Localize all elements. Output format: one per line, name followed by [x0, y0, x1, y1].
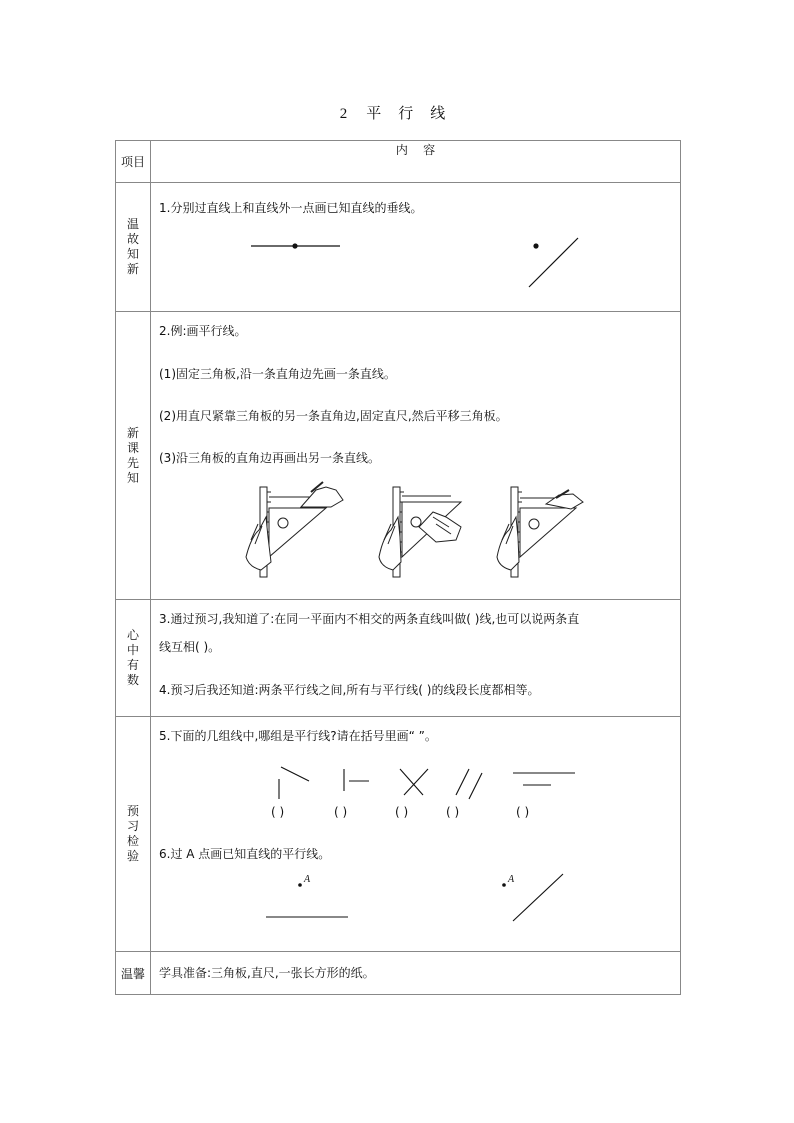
line-group-3: [400, 769, 428, 795]
answer-bracket-3[interactable]: ( ): [395, 805, 409, 819]
row-label-review: 温故知新: [126, 217, 139, 276]
point-figure-left: [266, 883, 348, 917]
question-6: 6.过 A 点画已知直线的平行线。: [159, 847, 331, 861]
question-4: 4.预习后我还知道:两条平行线之间,所有与平行线( )的线段长度都相等。: [159, 683, 540, 697]
header-content: 内 容: [151, 141, 681, 183]
row-understanding: [116, 600, 681, 717]
step-2: (2)用直尺紧靠三角板的另一条直角边,固定直尺,然后平移三角板。: [159, 409, 508, 423]
lesson-number: 2: [339, 106, 349, 122]
row-label-new-lesson: 新课先知: [126, 425, 139, 485]
line-group-4: [456, 769, 482, 799]
step-3: (3)沿三角板的直角边再画出另一条直线。: [159, 451, 380, 465]
row-new-lesson: [116, 312, 681, 600]
question-1: 1.分别过直线上和直线外一点画已知直线的垂线。: [159, 201, 423, 215]
perpendicular-figures: [151, 183, 681, 311]
answer-bracket-5[interactable]: ( ): [516, 805, 530, 819]
title-char-2: 行: [398, 104, 415, 122]
illustration-step-1: [246, 482, 343, 577]
point-off-line: [533, 243, 538, 248]
illustration-step-2: [379, 487, 461, 577]
header-row: [116, 141, 681, 183]
question-3-line-2: 线互相( )。: [159, 640, 221, 654]
illustration-step-3: [497, 487, 583, 577]
row-tips: [116, 952, 681, 995]
row-check: [116, 717, 681, 952]
title-char-1: 平: [366, 104, 383, 122]
worksheet-table: [115, 140, 681, 995]
question-5: 5.下面的几组线中,哪组是平行线?请在括号里画“ ”。: [159, 729, 437, 743]
title-char-3: 线: [430, 104, 447, 122]
line-group-2: [344, 769, 369, 791]
row-label-understanding: 心中有数: [126, 628, 139, 687]
point-label-a-left: A: [304, 874, 311, 885]
step-1: (1)固定三角板,沿一条直角边先画一条直线。: [159, 367, 396, 381]
row-review: [116, 183, 681, 312]
tip-text: 学具准备:三角板,直尺,一张长方形的纸。: [159, 966, 375, 980]
drawing-illustrations: [151, 312, 681, 599]
line-groups-figure: [151, 717, 681, 951]
page-title: [0, 102, 794, 123]
point-label-a-right: A: [508, 874, 515, 885]
point-on-line: [292, 243, 297, 248]
question-3-line-1: 3.通过预习,我知道了:在同一平面内不相交的两条直线叫做( )线,也可以说两条直: [159, 612, 580, 626]
line-group-1: [279, 767, 309, 799]
answer-bracket-4[interactable]: ( ): [446, 805, 460, 819]
line-group-5: [513, 773, 575, 785]
question-2: 2.例:画平行线。: [159, 324, 247, 338]
answer-bracket-1[interactable]: ( ): [271, 805, 285, 819]
row-label-check: 预习检验: [126, 804, 139, 863]
row-label-tips: 温馨: [120, 966, 145, 981]
answer-bracket-2[interactable]: ( ): [334, 805, 348, 819]
header-item: 项目: [116, 141, 151, 183]
